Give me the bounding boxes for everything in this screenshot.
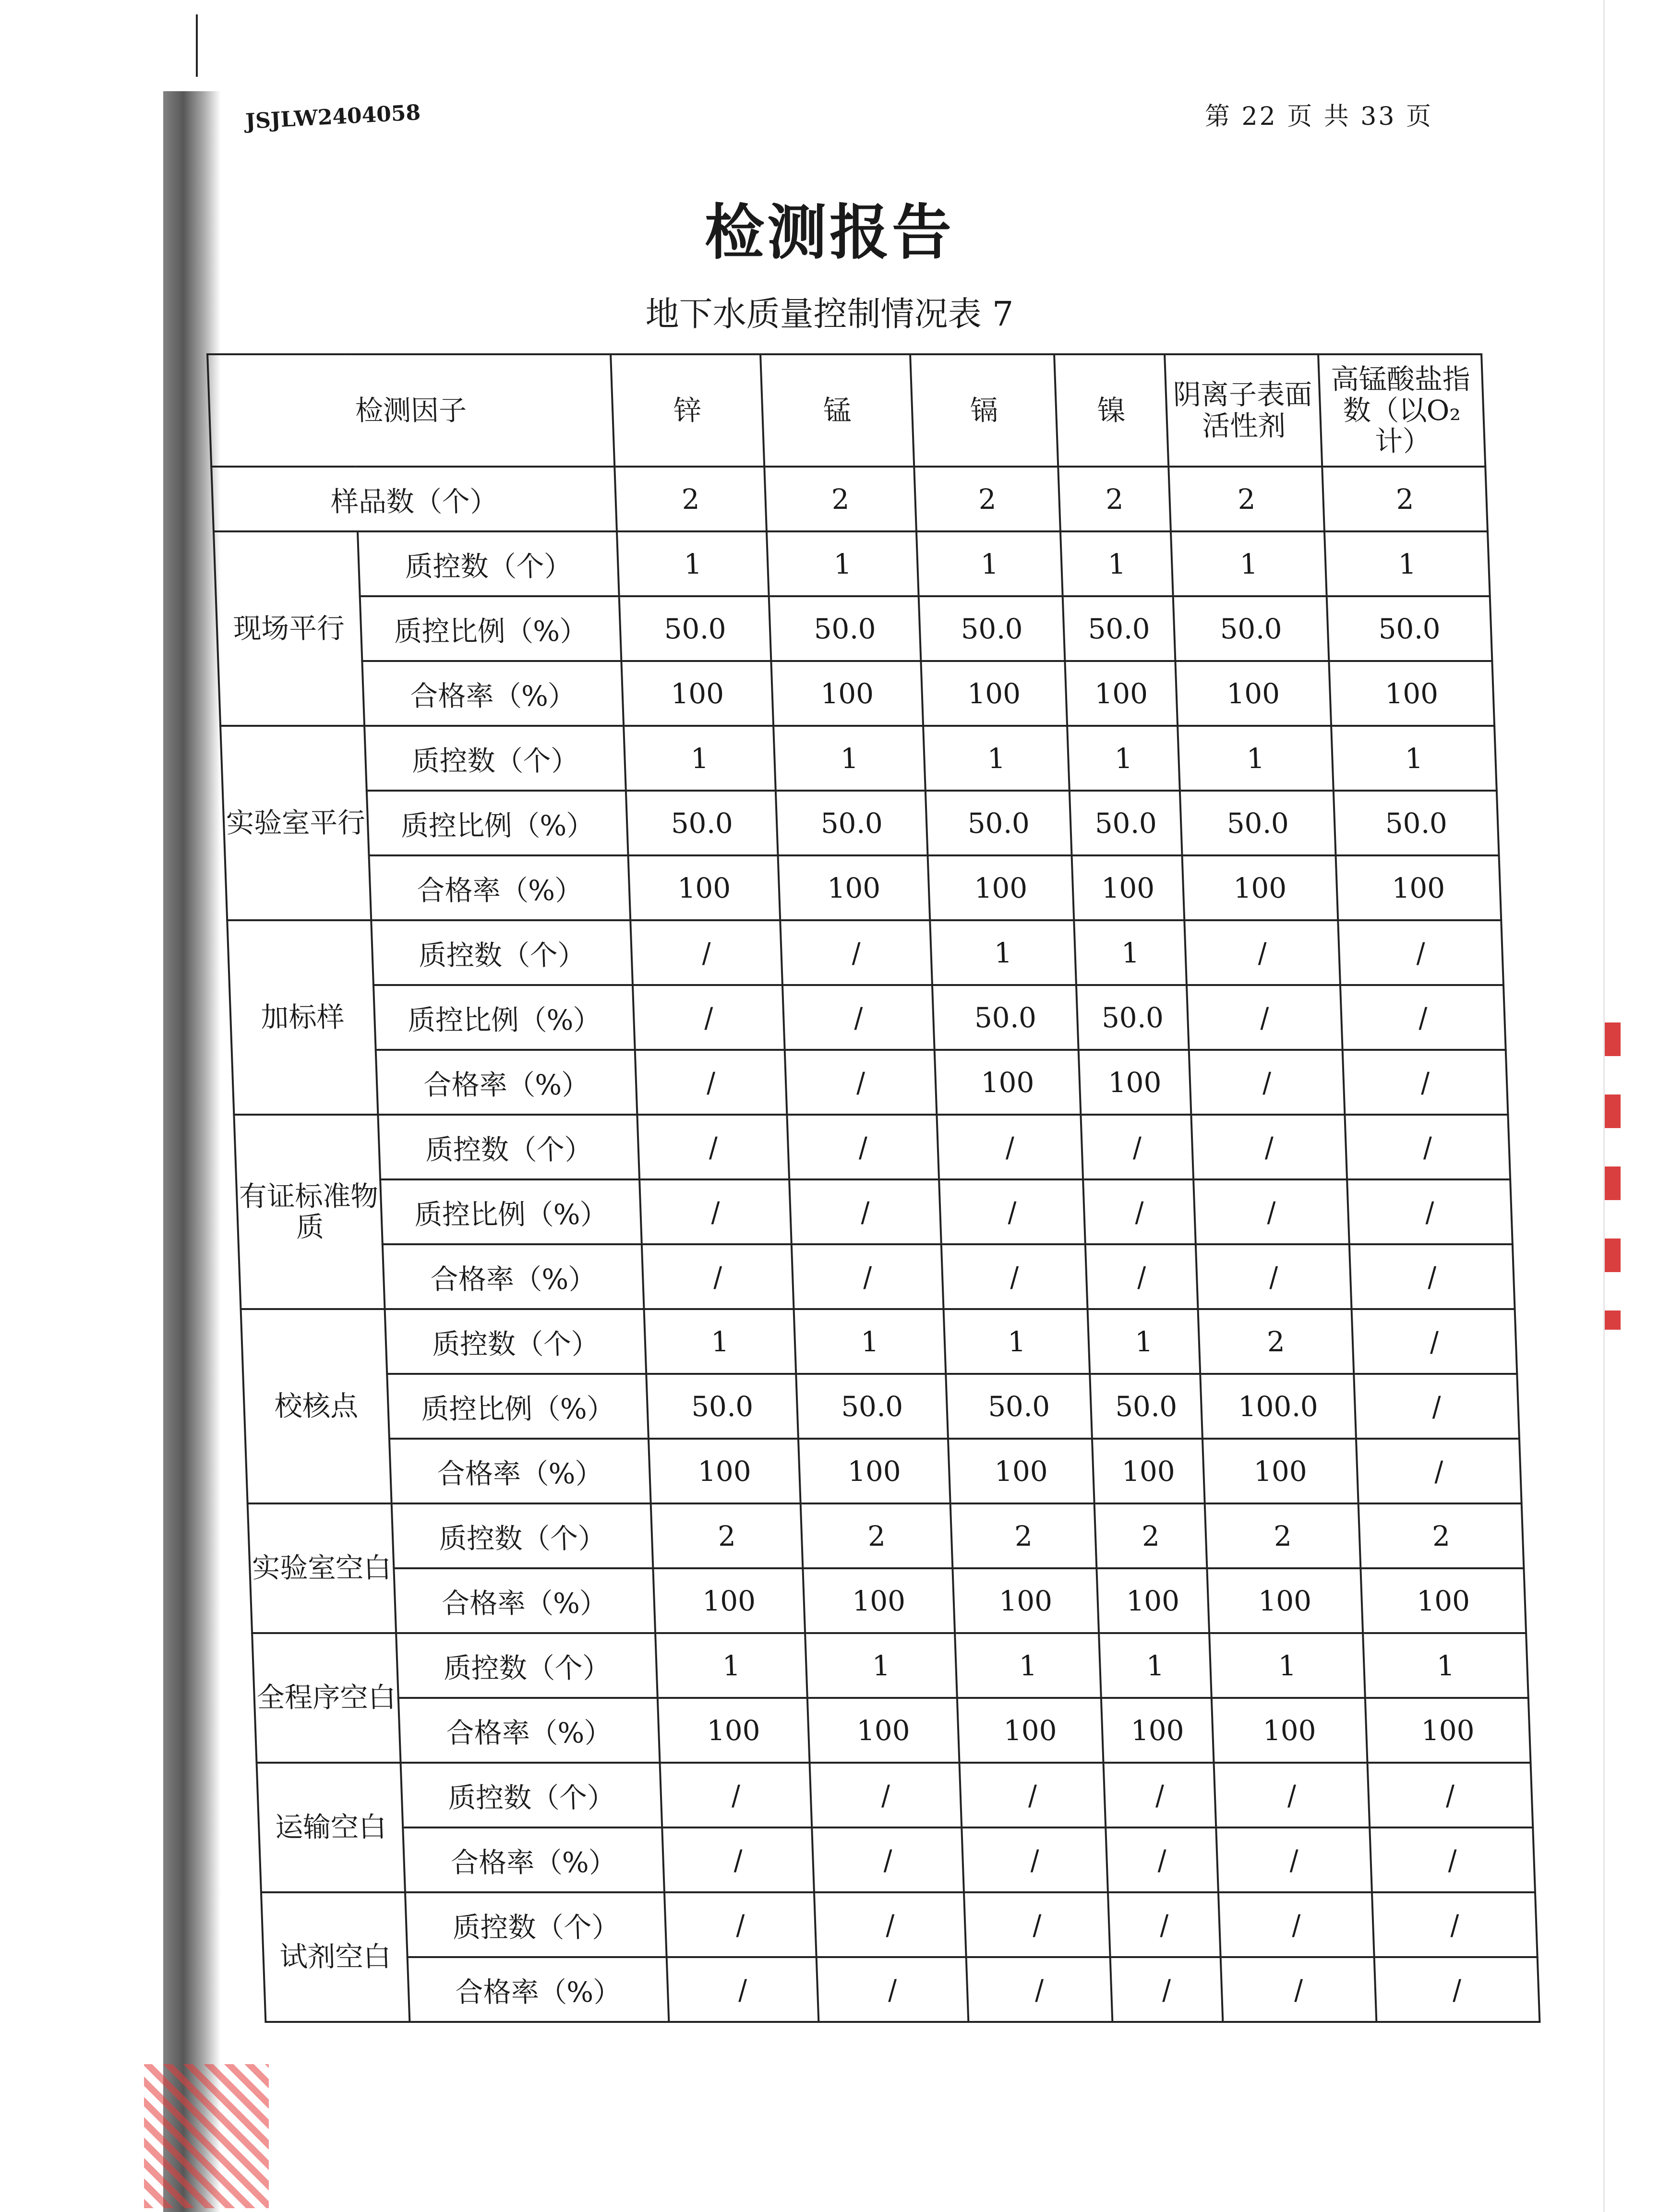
table-row xyxy=(218,661,1494,726)
table-cell: 2 xyxy=(950,1503,1097,1568)
qc-metric-label: 质控比例（%） xyxy=(360,596,622,661)
table-cell: 100 xyxy=(1072,855,1185,920)
table-cell: / xyxy=(1104,1763,1216,1827)
table-row xyxy=(261,1892,1538,1957)
qc-table xyxy=(206,353,1540,2023)
table-cell: 100 xyxy=(1101,1698,1214,1763)
table-cell: 1 xyxy=(1099,1633,1212,1698)
table-cell: 100 xyxy=(952,1568,1099,1633)
table-cell: 1 xyxy=(1331,726,1497,791)
table-cell: 50.0 xyxy=(1070,791,1182,855)
table-cell: / xyxy=(642,1244,794,1309)
table-row xyxy=(252,1633,1528,1698)
table-row xyxy=(234,1115,1510,1179)
table-cell: 50.0 xyxy=(1180,791,1336,855)
table-cell: 100 xyxy=(1212,1698,1368,1763)
table-cell: / xyxy=(1372,1892,1538,1957)
table-cell: 100 xyxy=(1360,1568,1526,1633)
table-cell: 50.0 xyxy=(1327,596,1492,661)
table-cell: / xyxy=(789,1179,941,1244)
table-cell: / xyxy=(966,1957,1113,2022)
table-cell: / xyxy=(1343,1050,1508,1115)
table-cell: / xyxy=(785,1050,937,1115)
table-row xyxy=(239,1244,1515,1309)
column-header: 阴离子表面活性剂 xyxy=(1165,354,1322,467)
table-cell: 1 xyxy=(930,920,1076,985)
qc-metric-label: 合格率（%） xyxy=(383,1244,644,1309)
column-header: 镉 xyxy=(910,354,1058,467)
qc-metric-label: 合格率（%） xyxy=(398,1698,660,1763)
table-cell: 2 xyxy=(764,467,916,531)
table-cell: 1 xyxy=(1067,726,1180,791)
table-cell: 100 xyxy=(948,1439,1094,1503)
qc-metric-label: 质控数（个） xyxy=(385,1309,647,1374)
table-cell: / xyxy=(780,920,932,985)
table-cell: 100 xyxy=(1365,1698,1531,1763)
table-cell: 50.0 xyxy=(926,791,1072,855)
table-cell: / xyxy=(941,1244,1088,1309)
table-cell: / xyxy=(1187,985,1343,1050)
qc-group-label: 试剂空白 xyxy=(261,1892,409,2022)
qc-metric-label: 质控数（个） xyxy=(371,920,633,985)
binding-red-marks xyxy=(144,2064,269,2208)
table-cell: / xyxy=(660,1763,812,1827)
table-cell: / xyxy=(667,1957,819,2022)
table-cell: 100 xyxy=(803,1568,955,1633)
qc-metric-label: 合格率（%） xyxy=(362,661,624,726)
qc-metric-label: 质控比例（%） xyxy=(373,985,635,1050)
table-row-sample-count xyxy=(211,467,1488,531)
table-cell: 100 xyxy=(1207,1568,1363,1633)
table-cell: 100 xyxy=(621,661,773,726)
table-cell: / xyxy=(662,1827,814,1892)
table-row xyxy=(223,791,1499,855)
table-cell: 100 xyxy=(1092,1439,1205,1503)
qc-group-label: 全程序空白 xyxy=(252,1633,400,1763)
table-cell: 2 xyxy=(1322,467,1488,531)
table-cell: 100 xyxy=(1079,1050,1191,1115)
qc-group-label: 现场平行 xyxy=(214,531,364,726)
qc-metric-label: 质控比例（%） xyxy=(387,1374,649,1439)
table-cell: 100 xyxy=(771,661,923,726)
table-cell: / xyxy=(639,1179,792,1244)
table-cell: 100 xyxy=(628,855,781,920)
qc-metric-label: 合格率（%） xyxy=(394,1568,655,1633)
table-cell: 50.0 xyxy=(776,791,928,855)
table-cell: 50.0 xyxy=(932,985,1079,1050)
qc-group-label: 加标样 xyxy=(227,920,378,1115)
table-cell: 1 xyxy=(1171,531,1327,596)
report-code: JSJLW2404058 xyxy=(245,100,421,134)
table-cell: / xyxy=(637,1115,789,1179)
table-cell: 2 xyxy=(1198,1309,1354,1374)
table-cell: 100 xyxy=(778,855,930,920)
table-cell: 50.0 xyxy=(1090,1374,1202,1439)
table-cell: / xyxy=(1214,1763,1370,1827)
page-number: 第 22 页 共 33 页 xyxy=(1205,102,1433,131)
table-row xyxy=(259,1827,1535,1892)
table-cell: 1 xyxy=(655,1633,807,1698)
qc-group-label: 有证标准物质 xyxy=(234,1115,385,1309)
qc-group-label: 实验室平行 xyxy=(220,726,371,920)
seal-stamp-edge xyxy=(1603,1022,1621,1330)
qc-metric-label: 合格率（%） xyxy=(408,1957,669,2022)
table-cell: 100 xyxy=(807,1698,960,1763)
table-cell: 1 xyxy=(1324,531,1490,596)
table-cell: 2 xyxy=(1094,1503,1207,1568)
column-header: 高锰酸盐指数（以O₂ 计） xyxy=(1318,354,1485,467)
table-cell: / xyxy=(937,1115,1083,1179)
table-cell: 100 xyxy=(1329,661,1494,726)
table-cell: / xyxy=(1184,920,1340,985)
table-cell: 2 xyxy=(1358,1503,1524,1568)
table-cell: 1 xyxy=(916,531,1063,596)
table-cell: / xyxy=(787,1115,939,1179)
table-row xyxy=(245,1439,1522,1503)
table-cell: 1 xyxy=(1074,920,1187,985)
table-cell: 1 xyxy=(617,531,769,596)
table-cell: 100 xyxy=(1336,855,1502,920)
table-cell: / xyxy=(1193,1179,1349,1244)
table-cell: / xyxy=(664,1892,817,1957)
table-cell: / xyxy=(630,920,782,985)
qc-metric-label: 质控数（个） xyxy=(405,1892,667,1957)
table-cell: 50.0 xyxy=(646,1374,798,1439)
table-cell: / xyxy=(1349,1244,1515,1309)
qc-group-label: 实验室空白 xyxy=(248,1503,396,1633)
table-cell: / xyxy=(1196,1244,1352,1309)
table-cell: / xyxy=(812,1827,964,1892)
table-cell: 100 xyxy=(957,1698,1104,1763)
table-cell: 1 xyxy=(1088,1309,1201,1374)
table-cell: 1 xyxy=(794,1309,946,1374)
table-cell: 1 xyxy=(773,726,926,791)
qc-metric-label: 质控数（个） xyxy=(401,1763,662,1827)
margin-line xyxy=(196,14,198,77)
table-cell: / xyxy=(633,985,785,1050)
table-cell: 1 xyxy=(944,1309,1090,1374)
table-row xyxy=(241,1309,1517,1374)
table-cell: 50.0 xyxy=(1173,596,1329,661)
page-title: 检测报告 xyxy=(704,198,954,267)
column-header: 锌 xyxy=(611,354,764,467)
table-cell: 100 xyxy=(935,1050,1081,1115)
sample-count-label: 样品数（个） xyxy=(211,467,617,531)
table-cell: 100 xyxy=(658,1698,810,1763)
table-cell: / xyxy=(817,1957,969,2022)
table-cell: 100 xyxy=(1182,855,1338,920)
table-row xyxy=(227,920,1503,985)
table-row xyxy=(216,596,1492,661)
table-cell: 1 xyxy=(767,531,919,596)
table-cell: 100 xyxy=(653,1568,805,1633)
table-row xyxy=(225,855,1502,920)
table-cell: / xyxy=(1191,1115,1347,1179)
qc-metric-label: 质控比例（%） xyxy=(367,791,628,855)
qc-metric-label: 质控比例（%） xyxy=(380,1179,642,1244)
table-cell: / xyxy=(1340,985,1506,1050)
table-row xyxy=(248,1503,1524,1568)
qc-metric-label: 合格率（%） xyxy=(376,1050,637,1115)
table-cell: / xyxy=(1108,1892,1221,1957)
table-cell: / xyxy=(1374,1957,1540,2022)
table-cell: 1 xyxy=(1363,1633,1528,1698)
table-header-row xyxy=(207,354,1485,467)
table-cell: / xyxy=(1352,1309,1517,1374)
table-cell: / xyxy=(1347,1179,1513,1244)
table-cell: 100 xyxy=(1175,661,1331,726)
table-cell: 1 xyxy=(1060,531,1173,596)
header-factor-label: 检测因子 xyxy=(207,354,614,467)
table-cell: 2 xyxy=(1168,467,1324,531)
table-cell: 2 xyxy=(1205,1503,1361,1568)
table-cell: 1 xyxy=(955,1633,1101,1698)
table-row xyxy=(236,1179,1513,1244)
table-cell: / xyxy=(1083,1179,1196,1244)
table-cell: / xyxy=(1218,1892,1374,1957)
table-cell: / xyxy=(1368,1763,1533,1827)
table-cell: 100 xyxy=(649,1439,801,1503)
table-cell: 100 xyxy=(1202,1439,1358,1503)
table-cell: / xyxy=(814,1892,966,1957)
table-cell: 2 xyxy=(614,467,767,531)
table-cell: 50.0 xyxy=(946,1374,1092,1439)
table-row xyxy=(229,985,1506,1050)
table-cell: 2 xyxy=(1058,467,1171,531)
table-cell: / xyxy=(782,985,935,1050)
qc-group-label: 校核点 xyxy=(241,1309,392,1503)
table-row xyxy=(232,1050,1508,1115)
table-cell: 50.0 xyxy=(1334,791,1499,855)
table-cell: / xyxy=(962,1827,1108,1892)
table-cell: / xyxy=(1370,1827,1535,1892)
column-header: 镍 xyxy=(1054,354,1168,467)
table-cell: 2 xyxy=(651,1503,803,1568)
table-cell: 1 xyxy=(624,726,776,791)
table-cell: 50.0 xyxy=(626,791,778,855)
table-cell: / xyxy=(1345,1115,1510,1179)
table-row xyxy=(220,726,1497,791)
qc-metric-label: 质控数（个） xyxy=(396,1633,658,1698)
qc-metric-label: 合格率（%） xyxy=(389,1439,651,1503)
table-cell: / xyxy=(939,1179,1085,1244)
table-caption: 地下水质量控制情况表 7 xyxy=(645,294,1014,334)
table-cell: / xyxy=(1085,1244,1198,1309)
table-cell: 2 xyxy=(801,1503,953,1568)
table-cell: 100 xyxy=(921,661,1067,726)
table-cell: 50.0 xyxy=(796,1374,948,1439)
table-cell: 2 xyxy=(914,467,1060,531)
table-cell: / xyxy=(810,1763,962,1827)
table-cell: / xyxy=(1221,1957,1377,2022)
column-header: 锰 xyxy=(760,354,914,467)
table-cell: 100 xyxy=(928,855,1074,920)
table-cell: / xyxy=(1356,1439,1522,1503)
qc-metric-label: 质控数（个） xyxy=(378,1115,639,1179)
qc-table-wrapper xyxy=(206,353,1539,2023)
table-row xyxy=(250,1568,1526,1633)
table-cell: / xyxy=(1106,1827,1218,1892)
table-cell: 50.0 xyxy=(1063,596,1176,661)
table-row xyxy=(254,1698,1531,1763)
table-cell: 50.0 xyxy=(1076,985,1189,1050)
qc-metric-label: 合格率（%） xyxy=(403,1827,664,1892)
table-cell: 50.0 xyxy=(769,596,921,661)
qc-metric-label: 质控数（个） xyxy=(364,726,626,791)
table-cell: 1 xyxy=(644,1309,796,1374)
table-cell: 100 xyxy=(798,1439,950,1503)
table-cell: 50.0 xyxy=(919,596,1065,661)
table-cell: / xyxy=(635,1050,787,1115)
table-cell: 1 xyxy=(1178,726,1334,791)
table-row xyxy=(214,531,1490,596)
table-cell: / xyxy=(1081,1115,1193,1179)
table-cell: / xyxy=(1189,1050,1345,1115)
table-cell: 50.0 xyxy=(619,596,771,661)
table-row xyxy=(264,1957,1540,2022)
table-cell: 100 xyxy=(1065,661,1178,726)
table-cell: 1 xyxy=(923,726,1070,791)
table-row xyxy=(257,1763,1533,1827)
table-cell: / xyxy=(960,1763,1106,1827)
table-cell: 100 xyxy=(1096,1568,1209,1633)
qc-group-label: 运输空白 xyxy=(257,1763,405,1892)
table-cell: 100.0 xyxy=(1200,1374,1356,1439)
qc-metric-label: 质控数（个） xyxy=(358,531,619,596)
qc-metric-label: 合格率（%） xyxy=(369,855,631,920)
table-cell: / xyxy=(1216,1827,1372,1892)
qc-metric-label: 质控数（个） xyxy=(392,1503,653,1568)
table-row xyxy=(243,1374,1519,1439)
table-cell: / xyxy=(792,1244,944,1309)
table-cell: 1 xyxy=(1209,1633,1365,1698)
table-cell: / xyxy=(1354,1374,1519,1439)
table-cell: 1 xyxy=(805,1633,957,1698)
table-cell: / xyxy=(1338,920,1503,985)
table-cell: / xyxy=(964,1892,1110,1957)
table-cell: / xyxy=(1110,1957,1223,2022)
